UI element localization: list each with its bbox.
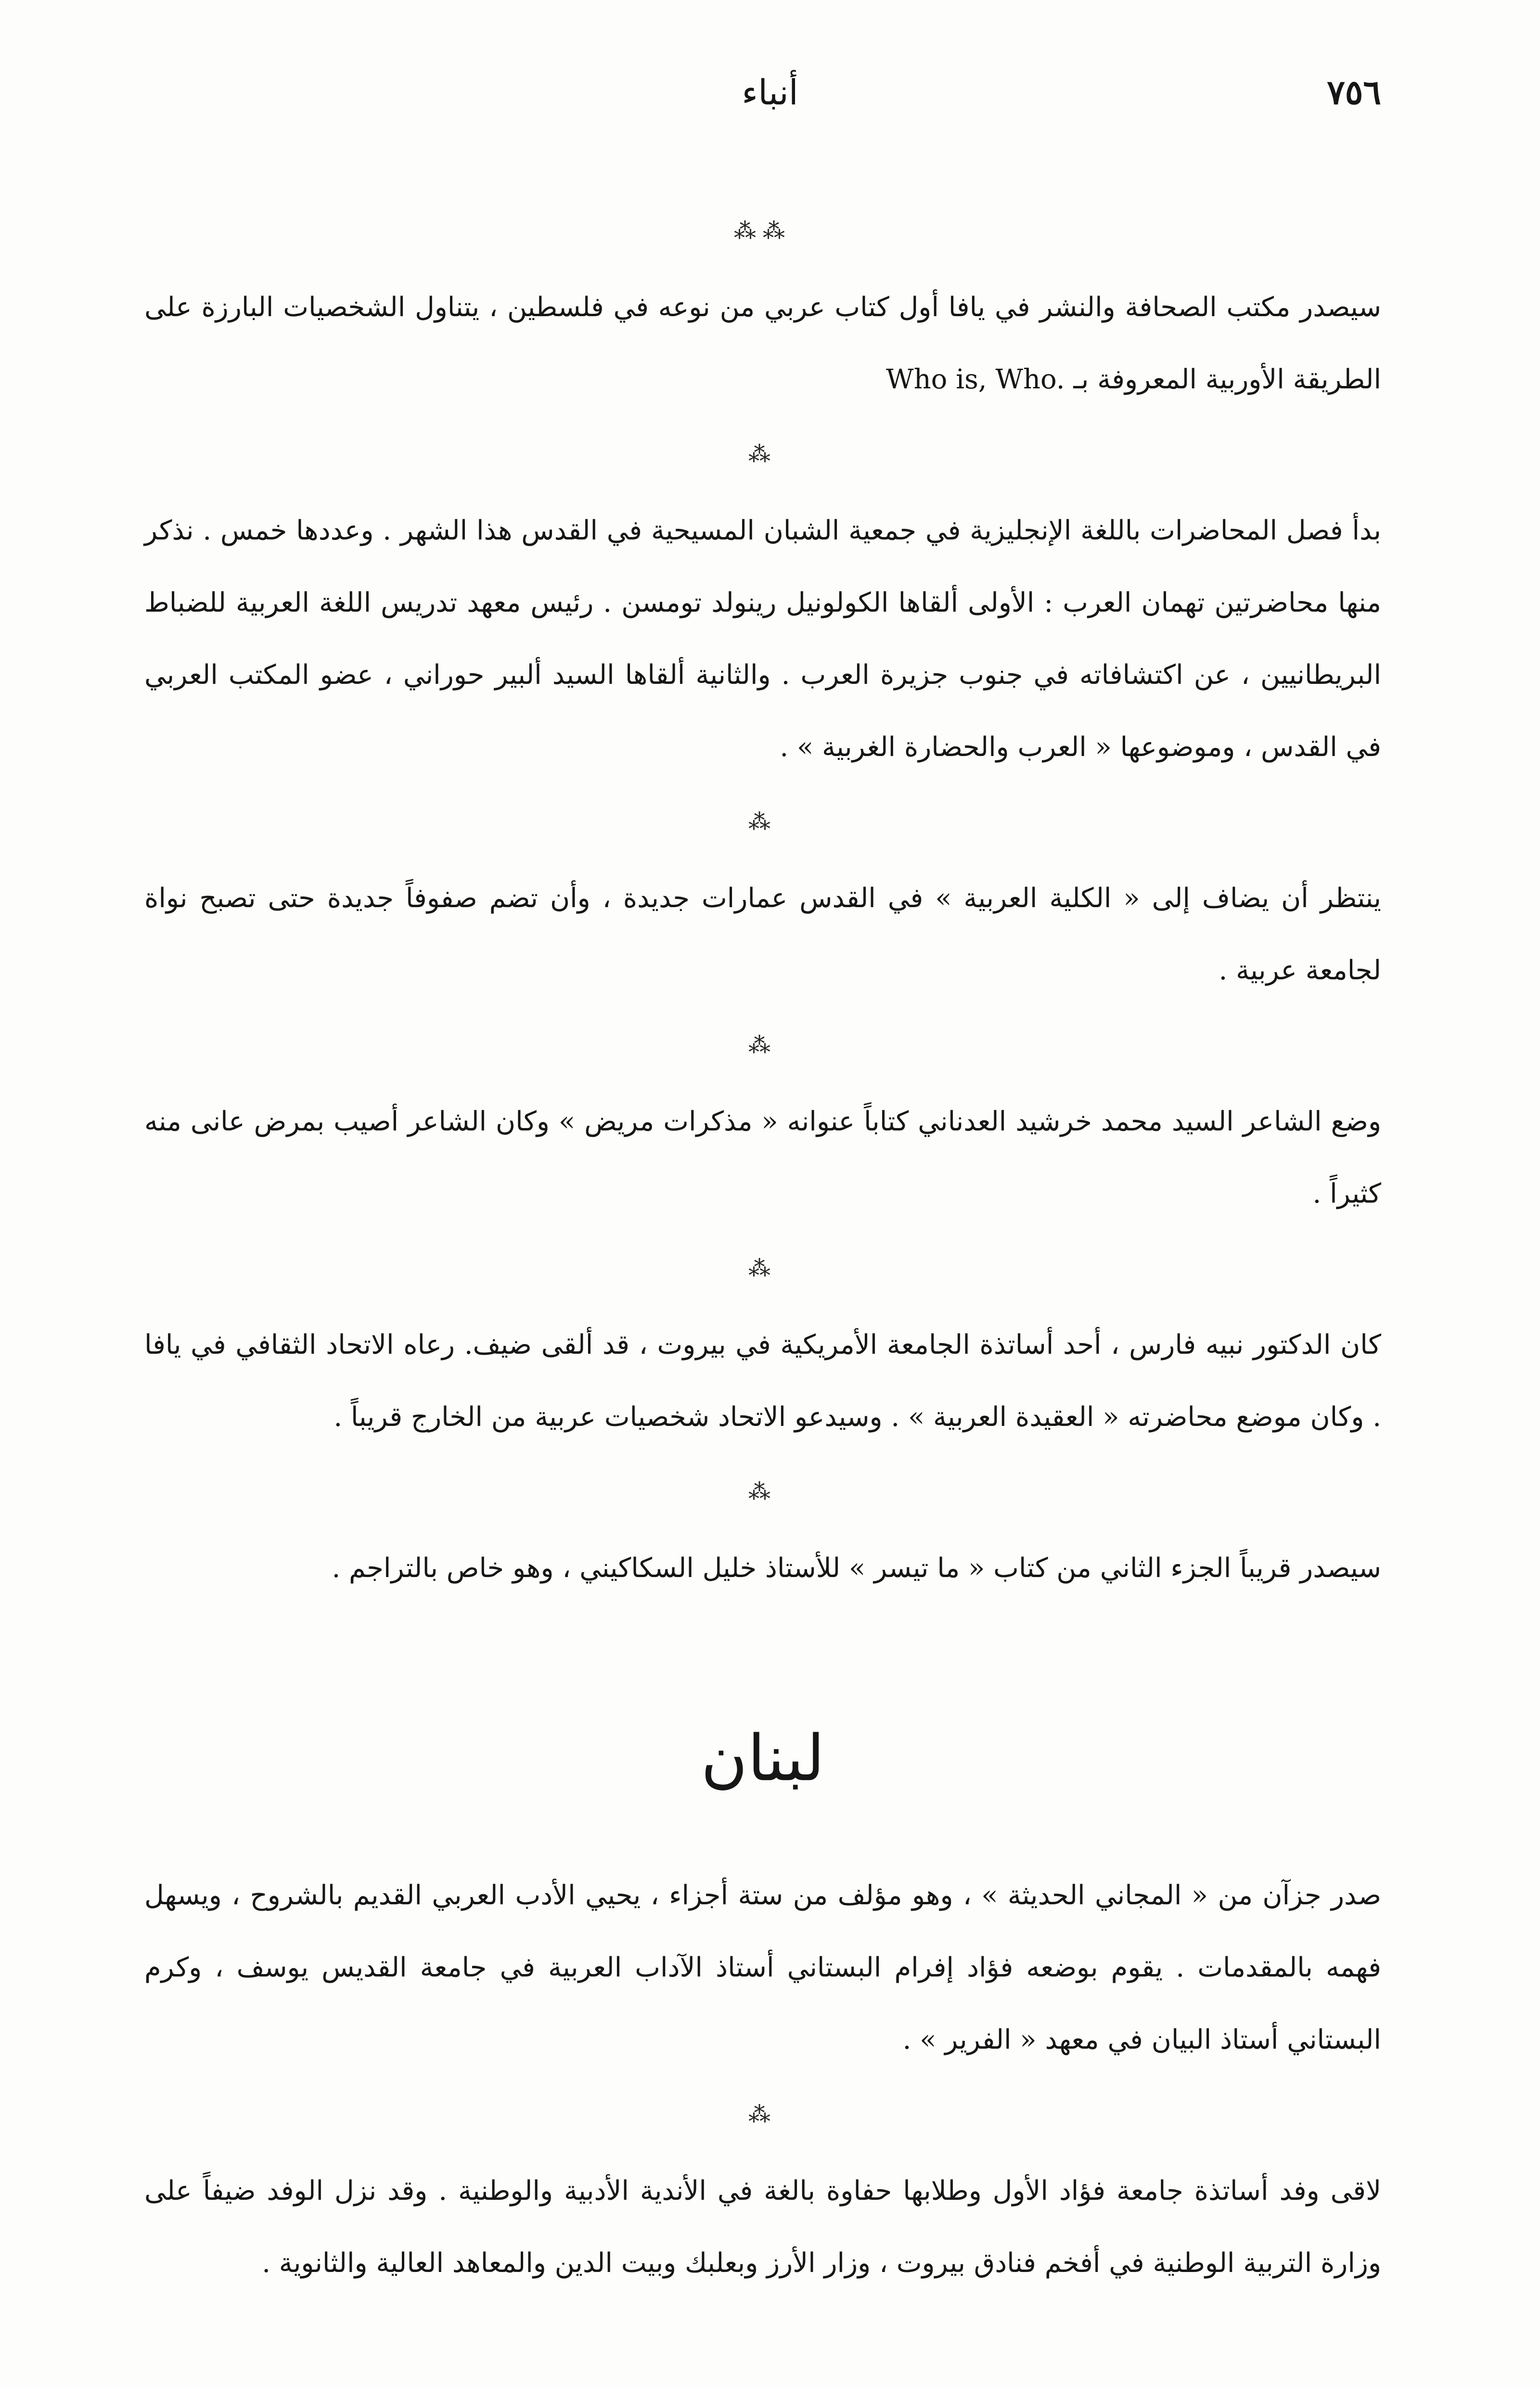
running-head: أنباء (742, 72, 798, 113)
section-divider: ⁂ (748, 441, 777, 467)
news-item-paragraph (144, 271, 1381, 416)
news-item-paragraph: كان الدكتور نبيه فارس ، أحد أساتذة الجامعة الأمريكية في بيروت ، قد ألقى ضيف. رعاه الاتحاد الثقافي في يافا . وكان موضع محاضرته « العقيدة العربية » . وسيدعو الاتحاد شخصيات عربية من الخارج قريباً . (144, 1329, 1381, 1433)
section-divider: ⁂ (748, 1478, 777, 1504)
section-divider: ⁂ (748, 808, 777, 834)
news-item-latin-text: Who is, Who. (886, 364, 1065, 395)
section-title-lebanon: لبنان (701, 1721, 825, 1796)
page-header (159, 72, 1381, 125)
news-item-paragraph: صدر جزآن من « المجاني الحديثة » ، وهو مؤلف من ستة أجزاء ، يحيي الأدب العربي القديم بالشروح ، ويسهل فهمه بالمقدمات . يقوم بوضعه فؤاد إفرام البستاني أستاذ الآداب العربية في جامعة القديس يوسف ، وكرم البستاني أستاذ البيان في معهد « الفرير » . (144, 1880, 1381, 2055)
news-item-paragraph: وضع الشاعر السيد محمد خرشيد العدناني كتاباً عنوانه « مذكرات مريض » وكان الشاعر أصيب بمرض عانى منه كثيراً . (144, 1106, 1381, 1209)
section-divider: ⁂⁂ (734, 218, 792, 244)
page-number: ٧٥٦ (1327, 72, 1381, 112)
news-item-paragraph: لاقى وفد أساتذة جامعة فؤاد الأول وطلابها حفاوة بالغة في الأندية الأدبية والوطنية . وقد نزل الوفد ضيفاً على وزارة التربية الوطنية في أفخم فنادق بيروت ، وزار الأرز وبعلبك وبيت الدين والمعاهد العالية والثانوية . (144, 2175, 1381, 2279)
news-item-paragraph: ينتظر أن يضاف إلى « الكلية العربية » في القدس عمارات جديدة ، وأن تضم صفوفاً جديدة حتى تصبح نواة لجامعة عربية . (144, 883, 1381, 986)
news-item-paragraph: سيصدر قريباً الجزء الثاني من كتاب « ما تيسر » للأستاذ خليل السكاكيني ، وهو خاص بالتراجم . (332, 1553, 1381, 1584)
news-item-text: سيصدر مكتب الصحافة والنشر في يافا أول كتاب عربي من نوعه في فلسطين ، يتناول الشخصيات البارزة على الطريقة الأوربية المعروفة بـ (144, 292, 1381, 395)
news-body (144, 192, 1381, 2299)
section-divider: ⁂ (748, 2101, 777, 2127)
news-item-paragraph: بدأ فصل المحاضرات باللغة الإنجليزية في جمعية الشبان المسيحية في القدس هذا الشهر . وعددها خمس . نذكر منها محاضرتين تهمان العرب : الأولى ألقاها الكولونيل رينولد تومسن . رئيس معهد تدريس اللغة العربية للضباط البريطانيين ، عن اكتشافاته في جنوب جزيرة العرب . والثانية ألقاها السيد ألبير حوراني ، عضو المكتب العربي في القدس ، وموضوعها « العرب والحضارة الغربية » . (144, 515, 1381, 763)
section-divider: ⁂ (748, 1032, 777, 1058)
section-divider: ⁂ (748, 1255, 777, 1281)
